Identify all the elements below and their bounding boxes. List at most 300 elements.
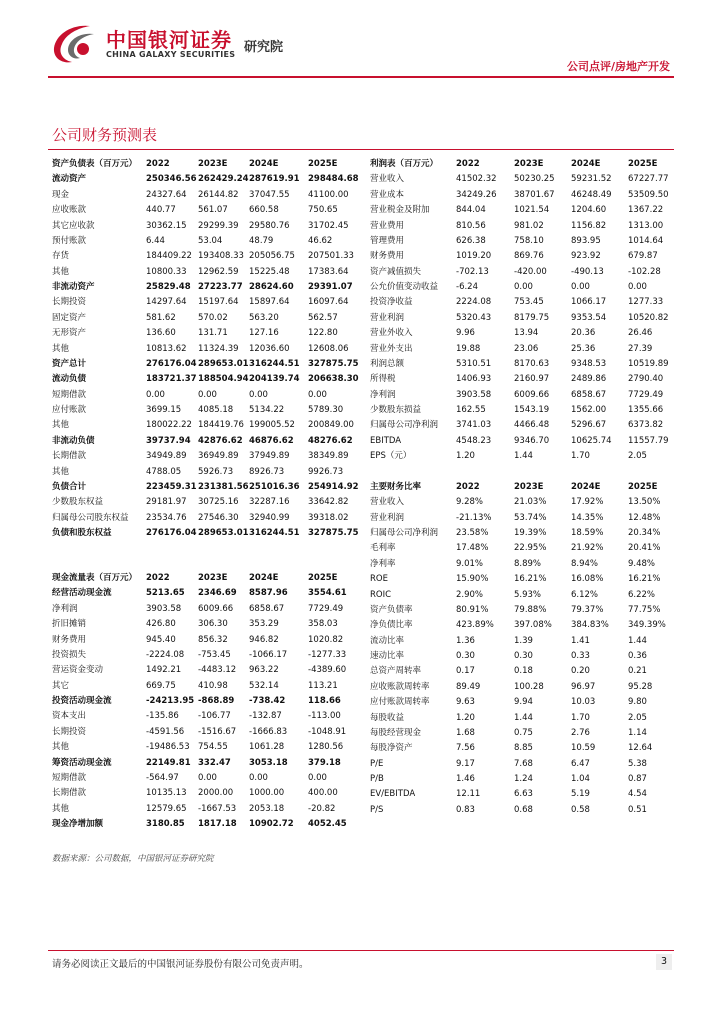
row-label: EV/EBITDA xyxy=(370,789,416,800)
cell-value: 42876.62 xyxy=(198,435,243,446)
cell-value: 21.92% xyxy=(571,543,604,554)
table-row xyxy=(370,603,676,618)
cell-value: 0.83 xyxy=(456,804,475,815)
cell-value: 6858.67 xyxy=(571,389,607,400)
cell-value: 27223.77 xyxy=(198,282,243,292)
table-row xyxy=(52,756,362,771)
cell-value: -753.45 xyxy=(198,649,231,660)
cell-value: 9.17 xyxy=(456,758,475,769)
row-label: 主要财务比率 xyxy=(370,481,422,492)
table-row xyxy=(370,757,676,772)
table-row xyxy=(370,695,676,710)
page-number: 3 xyxy=(656,954,672,970)
cell-value: -106.77 xyxy=(198,711,231,722)
row-label: 非流动资产 xyxy=(52,282,95,292)
table-row xyxy=(370,449,676,464)
cell-value: 15225.48 xyxy=(249,266,290,277)
cell-value: 1066.17 xyxy=(571,297,607,308)
row-label: 长期投资 xyxy=(52,726,87,737)
row-label: 存货 xyxy=(52,251,70,262)
cell-value: 5.38 xyxy=(628,758,647,769)
cell-value: -1066.17 xyxy=(249,649,288,660)
cell-value: 67227.77 xyxy=(628,174,669,185)
cell-value: -868.89 xyxy=(198,696,235,706)
cell-value: 2024E xyxy=(249,159,279,169)
row-label: 应付账款周转率 xyxy=(370,697,430,708)
row-label: 管理费用 xyxy=(370,235,405,246)
row-label: 短期借款 xyxy=(52,389,87,400)
cell-value: 626.38 xyxy=(456,235,486,246)
cell-value: 0.33 xyxy=(571,651,590,661)
cell-value: 1.14 xyxy=(628,727,647,738)
table-row xyxy=(52,602,362,617)
cell-value: 59231.52 xyxy=(571,174,612,185)
table-row xyxy=(370,634,676,649)
cell-value: 10135.13 xyxy=(146,788,187,799)
row-label: P/B xyxy=(370,774,384,784)
cell-value: 95.28 xyxy=(628,681,653,692)
table-row xyxy=(370,357,676,372)
cell-value: 289653.01 xyxy=(198,358,249,369)
cell-value: 15.90% xyxy=(456,574,489,585)
cell-value: 10902.72 xyxy=(249,819,294,829)
cell-value: 31702.45 xyxy=(308,220,349,231)
cell-value: 29580.76 xyxy=(249,220,290,231)
cell-value: 89.49 xyxy=(456,681,481,692)
row-label: 长期投资 xyxy=(52,297,87,308)
cell-value: 12962.59 xyxy=(198,266,239,277)
cell-value: 2.05 xyxy=(628,451,647,462)
cell-value: 298484.68 xyxy=(308,174,359,185)
table-row xyxy=(52,633,362,648)
cell-value: 0.58 xyxy=(571,804,590,815)
cell-value: 753.45 xyxy=(514,297,544,308)
cell-value: 32940.99 xyxy=(249,512,290,523)
cell-value: 276176.04 xyxy=(146,358,197,369)
table-row xyxy=(370,465,676,480)
cell-value: 2022 xyxy=(146,573,170,583)
cell-value: 27.39 xyxy=(628,343,653,354)
cell-value: -1277.33 xyxy=(308,649,347,660)
table-row xyxy=(52,403,362,418)
cell-value: 6.63 xyxy=(514,789,533,800)
cell-value: 1.41 xyxy=(571,635,590,646)
row-label: 净负债比率 xyxy=(370,620,413,631)
cell-value: 48.79 xyxy=(249,235,274,246)
cell-value: 1.44 xyxy=(514,712,533,723)
cell-value: 5926.73 xyxy=(198,466,234,477)
row-label: 营业费用 xyxy=(370,220,405,231)
row-label: 每股收益 xyxy=(370,712,405,723)
cell-value: 8170.63 xyxy=(514,358,550,369)
cell-value: 532.14 xyxy=(249,680,279,691)
row-label: 净利率 xyxy=(370,558,396,569)
row-label: 应收账款 xyxy=(52,205,87,216)
cell-value: 10.03 xyxy=(571,697,596,708)
cell-value: 96.97 xyxy=(571,681,596,692)
cell-value: 1280.56 xyxy=(308,742,344,753)
cell-value: 358.03 xyxy=(308,619,338,630)
cell-value: 12.11 xyxy=(456,789,481,800)
cell-value: -20.82 xyxy=(308,803,336,814)
table-row xyxy=(52,326,362,341)
row-label: 非流动负债 xyxy=(52,435,95,446)
cell-value: 0.00 xyxy=(146,389,165,400)
cell-value: 327875.75 xyxy=(308,528,359,538)
row-label: 利润总额 xyxy=(370,358,405,369)
cell-value: 19.88 xyxy=(456,343,481,354)
cell-value: 184419.76 xyxy=(198,420,244,431)
cell-value: 563.20 xyxy=(249,312,279,323)
row-label: 其他 xyxy=(52,803,70,814)
table-row xyxy=(52,418,362,433)
row-label: 所得税 xyxy=(370,374,396,385)
cell-value: 5134.22 xyxy=(249,405,285,415)
row-label: P/E xyxy=(370,758,384,769)
table-row xyxy=(370,803,676,818)
cell-value: 37047.55 xyxy=(249,189,290,200)
table-row xyxy=(52,234,362,249)
row-label: 长期借款 xyxy=(52,788,87,799)
cell-value: 180022.22 xyxy=(146,420,192,431)
row-label: 利润表（百万元） xyxy=(370,159,439,169)
cell-value: 410.98 xyxy=(198,680,228,691)
row-label: 资产减值损失 xyxy=(370,266,422,277)
table-row xyxy=(370,711,676,726)
title-divider xyxy=(48,149,674,150)
row-label: 其他 xyxy=(52,343,70,354)
cell-value: 2489.86 xyxy=(571,374,607,385)
cell-value: 1.70 xyxy=(571,712,590,723)
row-label: 短期借款 xyxy=(52,772,87,783)
cell-value: 397.08% xyxy=(514,620,552,631)
cell-value: 21.03% xyxy=(514,497,547,508)
footer-disclaimer: 请务必阅读正文最后的中国银河证券股份有限公司免责声明。 xyxy=(52,959,309,970)
cell-value: 8.89% xyxy=(514,558,542,569)
table-header-row xyxy=(370,157,676,172)
cell-value: 289653.01 xyxy=(198,528,249,538)
cell-value: 9.80 xyxy=(628,697,647,708)
row-label: 现金净增加额 xyxy=(52,819,104,829)
cell-value: 8179.75 xyxy=(514,312,550,323)
table-row xyxy=(52,203,362,218)
table-row xyxy=(370,787,676,802)
cell-value: 28624.60 xyxy=(249,282,294,292)
cell-value: 29299.39 xyxy=(198,220,239,231)
cell-value: 1.24 xyxy=(514,774,533,784)
cell-value: 11557.79 xyxy=(628,435,669,446)
cell-value: 2025E xyxy=(628,159,658,169)
cell-value: 23534.76 xyxy=(146,512,187,523)
cell-value: 8.94% xyxy=(571,558,599,569)
table-row xyxy=(52,465,362,480)
cell-value: 384.83% xyxy=(571,620,609,631)
balance-sheet-table xyxy=(52,157,362,557)
cell-value: 570.02 xyxy=(198,312,228,323)
cell-value: 24327.64 xyxy=(146,189,187,200)
row-label: P/S xyxy=(370,804,384,815)
cell-value: 379.18 xyxy=(308,757,341,768)
row-label: 流动比率 xyxy=(370,635,405,646)
row-label: 营运资金变动 xyxy=(52,665,104,676)
table-row xyxy=(370,618,676,633)
cell-value: 400.00 xyxy=(308,788,338,799)
cell-value: 29181.97 xyxy=(146,497,187,508)
cell-value: 2790.40 xyxy=(628,374,664,385)
cell-value: 15197.64 xyxy=(198,297,239,308)
cell-value: 562.57 xyxy=(308,312,338,323)
table-header-row xyxy=(52,157,362,172)
table-row xyxy=(370,342,676,357)
cell-value: 9.63 xyxy=(456,697,475,708)
cell-value: 810.56 xyxy=(456,220,486,231)
table-row xyxy=(370,541,676,556)
row-label: 应付账款 xyxy=(52,405,87,415)
table-row xyxy=(52,679,362,694)
row-label: 其它应收款 xyxy=(52,220,95,231)
cell-value: 5789.30 xyxy=(308,405,344,415)
cell-value: 27546.30 xyxy=(198,512,239,523)
cell-value: 9353.54 xyxy=(571,312,607,323)
cell-value: 5213.65 xyxy=(146,588,185,599)
cell-value: 3554.61 xyxy=(308,588,347,599)
row-label: 投资净收益 xyxy=(370,297,413,308)
table-row xyxy=(370,219,676,234)
cell-value: 2025E xyxy=(308,159,338,169)
cell-value: -564.97 xyxy=(146,772,179,783)
cell-value: 1.68 xyxy=(456,727,475,738)
cell-value: 0.18 xyxy=(514,666,533,677)
cell-value: 14297.64 xyxy=(146,297,187,308)
cell-value: 23.06 xyxy=(514,343,539,354)
cell-value: 353.29 xyxy=(249,619,279,630)
cell-value: 231381.56 xyxy=(198,481,249,492)
row-label: 归属母公司净利润 xyxy=(370,420,439,431)
cell-value: 8.85 xyxy=(514,743,533,754)
cell-value: 0.21 xyxy=(628,666,647,677)
table-row xyxy=(52,265,362,280)
table-row xyxy=(52,280,362,295)
cell-value: 33642.82 xyxy=(308,497,349,508)
cell-value: 1.44 xyxy=(514,451,533,462)
cell-value: 25829.48 xyxy=(146,282,191,292)
cell-value: 2023E xyxy=(514,481,544,492)
cell-value: 1156.82 xyxy=(571,220,607,231)
cell-value: 8926.73 xyxy=(249,466,285,477)
cell-value: 1.44 xyxy=(628,635,647,646)
cell-value: 30362.15 xyxy=(146,220,187,231)
cell-value: 3053.18 xyxy=(249,757,288,768)
table-row xyxy=(52,802,362,817)
row-label: 毛利率 xyxy=(370,543,396,554)
cell-value: 2023E xyxy=(514,159,544,169)
cell-value: 79.88% xyxy=(514,604,547,615)
cell-value: 223459.31 xyxy=(146,481,197,492)
cell-value: 844.04 xyxy=(456,205,486,216)
cell-value: 17.92% xyxy=(571,497,604,508)
cell-value: 1020.82 xyxy=(308,634,344,645)
cell-value: 316244.51 xyxy=(249,358,300,369)
cell-value: -4591.56 xyxy=(146,726,185,737)
table-row xyxy=(52,740,362,755)
cell-value: 251016.36 xyxy=(249,481,300,492)
cell-value: 37949.89 xyxy=(249,451,290,462)
cell-value: 5296.67 xyxy=(571,420,607,431)
table-row xyxy=(370,480,676,495)
row-label: 应收账款周转率 xyxy=(370,681,430,692)
header-divider xyxy=(48,76,674,78)
cell-value: -1048.91 xyxy=(308,726,347,737)
cell-value: 39318.02 xyxy=(308,512,349,523)
cell-value: 193408.33 xyxy=(198,251,244,262)
cell-value: 2024E xyxy=(571,159,601,169)
cell-value: 9.48% xyxy=(628,558,656,569)
table-row xyxy=(370,588,676,603)
cell-value: 53.04 xyxy=(198,235,223,246)
table-row xyxy=(370,311,676,326)
page-header xyxy=(0,0,724,80)
row-label: 每股经营现金 xyxy=(370,727,422,738)
table-row xyxy=(370,188,676,203)
cell-value: 0.30 xyxy=(456,651,475,661)
cell-value: 0.87 xyxy=(628,774,647,784)
cell-value: 1.46 xyxy=(456,774,475,784)
cell-value: 0.20 xyxy=(571,666,590,677)
cell-value: 46.62 xyxy=(308,235,333,246)
table-row xyxy=(52,771,362,786)
row-label: 净利润 xyxy=(52,603,78,614)
data-source-note: 数据来源：公司数据，中国银河证券研究院 xyxy=(52,854,214,864)
cell-value: 2053.18 xyxy=(249,803,285,814)
cell-value: 1.39 xyxy=(514,635,533,646)
cell-value: 79.37% xyxy=(571,604,604,615)
cell-value: 6.47 xyxy=(571,758,590,769)
cell-value: 25.36 xyxy=(571,343,596,354)
cell-value: 869.76 xyxy=(514,251,544,262)
row-label: 每股净资产 xyxy=(370,743,413,754)
row-label: 预付账款 xyxy=(52,235,87,246)
cell-value: 4052.45 xyxy=(308,819,347,829)
cell-value: -490.13 xyxy=(571,266,604,277)
table-row xyxy=(52,357,362,372)
cell-value: 26.46 xyxy=(628,328,653,339)
row-label: 固定资产 xyxy=(52,312,87,323)
row-label: 流动负债 xyxy=(52,374,87,385)
table-row xyxy=(52,617,362,632)
table-row xyxy=(52,786,362,801)
cell-value: 9346.70 xyxy=(514,435,550,446)
row-label: 资产总计 xyxy=(52,358,87,369)
cell-value: 50230.25 xyxy=(514,174,555,185)
report-category: 公司点评/房地产开发 xyxy=(566,60,670,73)
row-label: 负债和股东权益 xyxy=(52,528,112,538)
cell-value: 1277.33 xyxy=(628,297,664,308)
cell-value: 6.22% xyxy=(628,589,656,600)
cell-value: 2023E xyxy=(198,159,228,169)
cell-value: 11324.39 xyxy=(198,343,239,354)
row-label: 其他 xyxy=(52,266,70,277)
row-label: 营业外支出 xyxy=(370,343,413,354)
table-row xyxy=(52,434,362,449)
cell-value: 0.00 xyxy=(308,772,327,783)
cell-value: 6.44 xyxy=(146,235,165,246)
cell-value: 8587.96 xyxy=(249,588,288,599)
cell-value: 46876.62 xyxy=(249,435,294,446)
table-row xyxy=(370,372,676,387)
table-row xyxy=(370,511,676,526)
cell-value: 423.89% xyxy=(456,620,494,631)
row-label: 其他 xyxy=(52,466,70,477)
cell-value: 2.90% xyxy=(456,589,484,600)
cell-value: 200849.00 xyxy=(308,420,354,431)
row-label: 营业收入 xyxy=(370,497,405,508)
cell-value: 2024E xyxy=(571,481,601,492)
cell-value: 20.34% xyxy=(628,528,661,538)
cell-value: -19486.53 xyxy=(146,742,190,753)
table-header-row xyxy=(52,571,362,586)
cell-value: 0.00 xyxy=(514,282,533,292)
table-row xyxy=(370,172,676,187)
cell-value: 10625.74 xyxy=(571,435,612,446)
table-row xyxy=(370,557,676,572)
cell-value: 3741.03 xyxy=(456,420,492,431)
cell-value: 29391.07 xyxy=(308,282,353,292)
cell-value: 17.48% xyxy=(456,543,489,554)
cell-value: 10520.82 xyxy=(628,312,669,323)
table-row xyxy=(52,342,362,357)
cell-value: -102.28 xyxy=(628,266,661,277)
table-row xyxy=(52,388,362,403)
cell-value: 9.96 xyxy=(456,328,475,339)
row-label: EPS（元） xyxy=(370,451,412,462)
cell-value: 254914.92 xyxy=(308,481,359,492)
cell-value: 113.21 xyxy=(308,680,338,691)
cell-value: 2.76 xyxy=(571,727,590,738)
cell-value: 0.51 xyxy=(628,804,647,815)
cell-value: 0.00 xyxy=(198,389,217,400)
table-row xyxy=(370,265,676,280)
cell-value: 41100.00 xyxy=(308,189,349,200)
table-row xyxy=(370,249,676,264)
cell-value: 6.12% xyxy=(571,589,599,600)
cell-value: 162.55 xyxy=(456,405,486,415)
row-label: 速动比率 xyxy=(370,651,405,661)
cell-value: 13.94 xyxy=(514,328,539,339)
cell-value: 0.68 xyxy=(514,804,533,815)
cell-value: 1019.20 xyxy=(456,251,492,262)
cell-value: 1313.00 xyxy=(628,220,664,231)
cell-value: 122.80 xyxy=(308,328,338,339)
table-row xyxy=(370,295,676,310)
cell-value: 660.58 xyxy=(249,205,279,216)
cell-value: 250346.56 xyxy=(146,174,197,185)
row-label: 营业利润 xyxy=(370,512,405,523)
cell-value: 15897.64 xyxy=(249,297,290,308)
table-row xyxy=(370,649,676,664)
row-label: 营业成本 xyxy=(370,189,405,200)
table-row xyxy=(370,495,676,510)
table-row xyxy=(52,449,362,464)
income-statement-table xyxy=(370,157,676,818)
row-label: 归属母公司净利润 xyxy=(370,528,439,538)
cell-value: 2022 xyxy=(456,481,480,492)
cell-value: -6.24 xyxy=(456,282,478,292)
cell-value: 184409.22 xyxy=(146,251,192,262)
row-label: 其他 xyxy=(52,420,70,431)
cell-value: 2025E xyxy=(628,481,658,492)
cell-value: 46248.49 xyxy=(571,189,612,200)
cell-value: -135.86 xyxy=(146,711,179,722)
